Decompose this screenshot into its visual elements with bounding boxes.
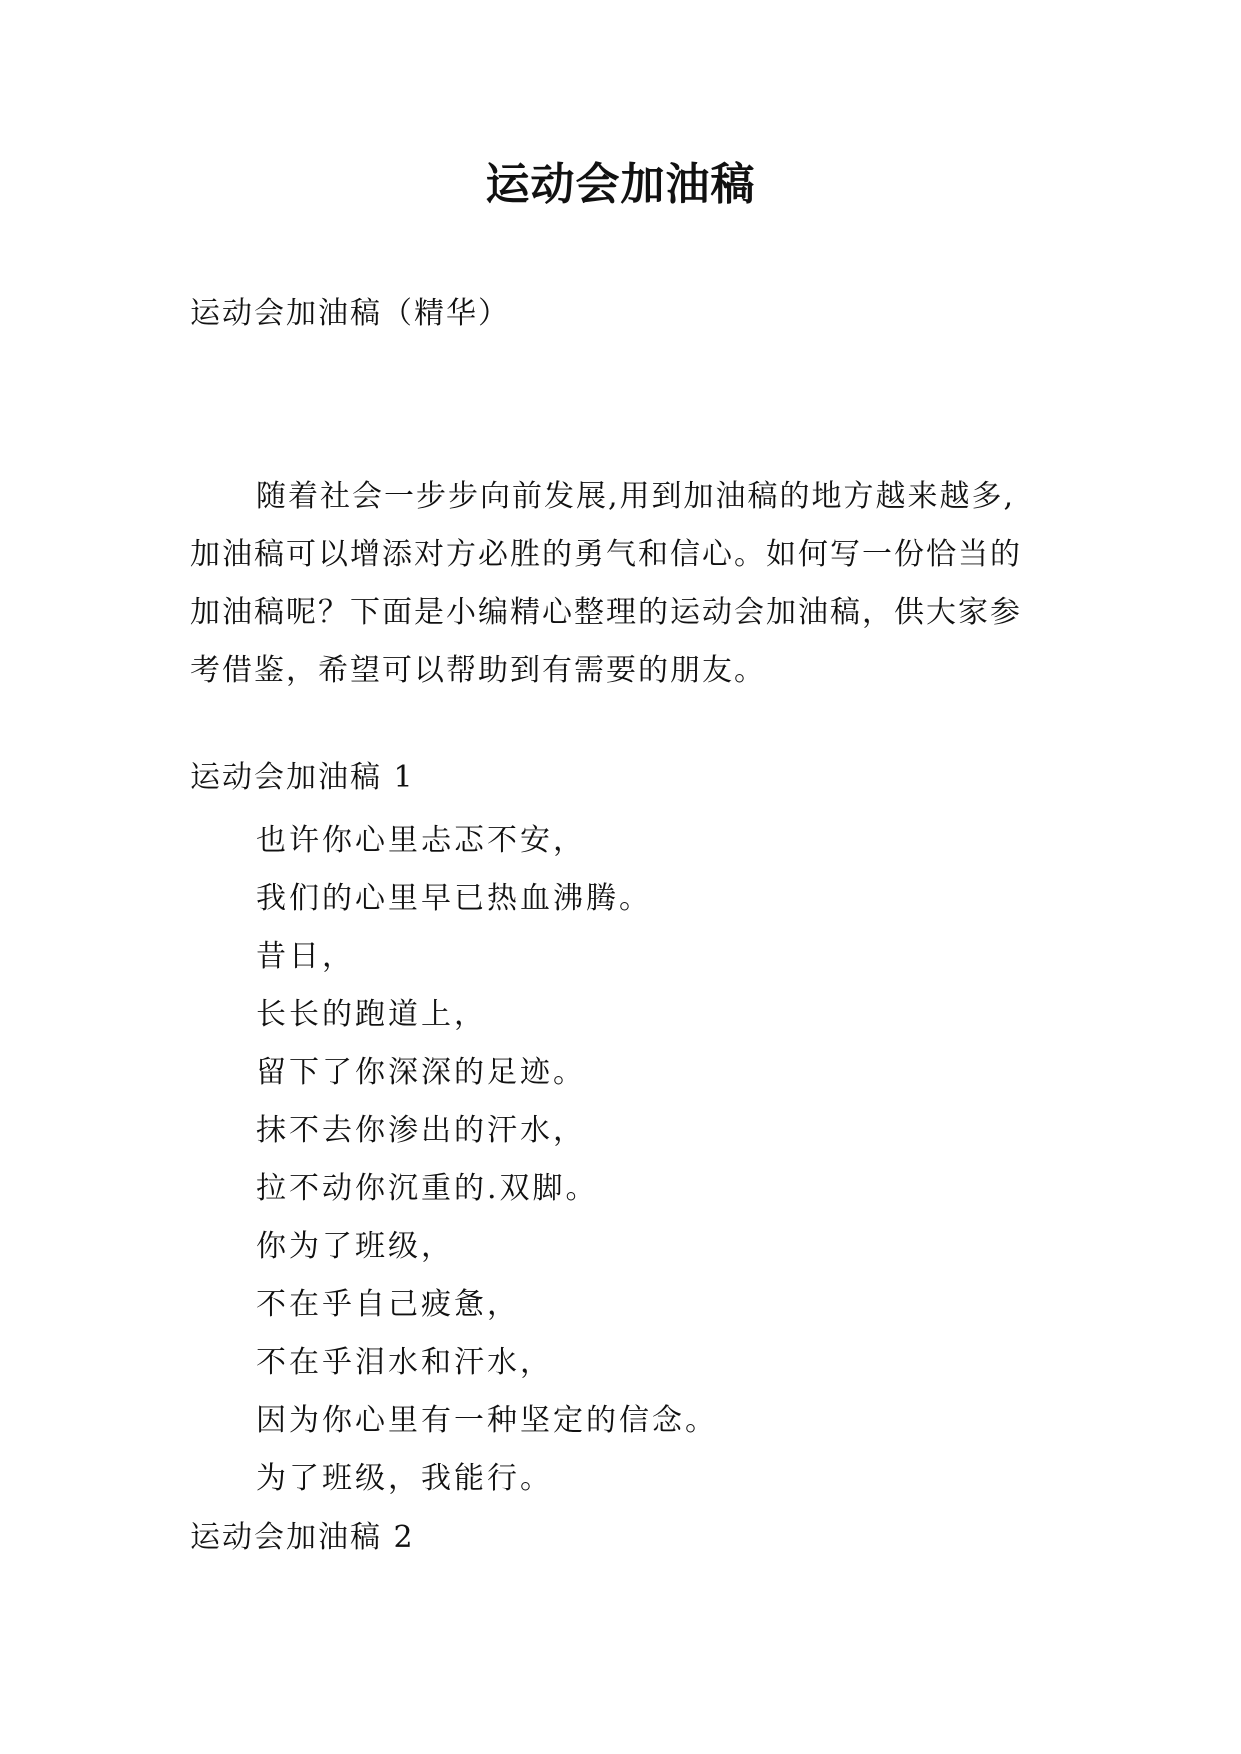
poem-line: 留下了你深深的足迹。 (256, 1055, 586, 1090)
intro-paragraph (190, 468, 1060, 700)
intro-line: 加油稿可以增添对方必胜的勇气和信心。如何写一份恰当的 (190, 537, 1022, 572)
poem-line: 不在乎泪水和汗水， (256, 1345, 553, 1380)
poem-line: 昔日， (256, 939, 355, 974)
document-title: 运动会加油稿 (485, 159, 756, 210)
poem-line: 长长的跑道上， (256, 997, 487, 1032)
poem-line: 不在乎自己疲惫， (256, 1287, 520, 1322)
poem-line: 我们的心里早已热血沸腾。 (256, 881, 652, 916)
intro-line: 加油稿呢？下面是小编精心整理的运动会加油稿，供大家参 (190, 595, 1022, 630)
poem-line: 为了班级，我能行。 (256, 1461, 553, 1496)
intro-line: 考借鉴，希望可以帮助到有需要的朋友。 (190, 653, 766, 688)
poem-line: 因为你心里有一种坚定的信念。 (256, 1403, 718, 1438)
poem-line: 你为了班级， (256, 1229, 454, 1264)
section-heading-2: 运动会加油稿 2 (190, 1520, 415, 1555)
document-subtitle: 运动会加油稿（精华） (190, 296, 510, 331)
intro-line: 随着社会一步步向前发展,用到加油稿的地方越来越多, (256, 479, 1016, 514)
poem-line: 抹不去你渗出的汗水， (256, 1113, 586, 1148)
poem-line: 也许你心里忐忑不安， (256, 823, 586, 858)
poem-line: 拉不动你沉重的.双脚。 (256, 1171, 599, 1206)
section-heading-1: 运动会加油稿 1 (190, 760, 415, 795)
poem-lines (256, 812, 718, 1508)
